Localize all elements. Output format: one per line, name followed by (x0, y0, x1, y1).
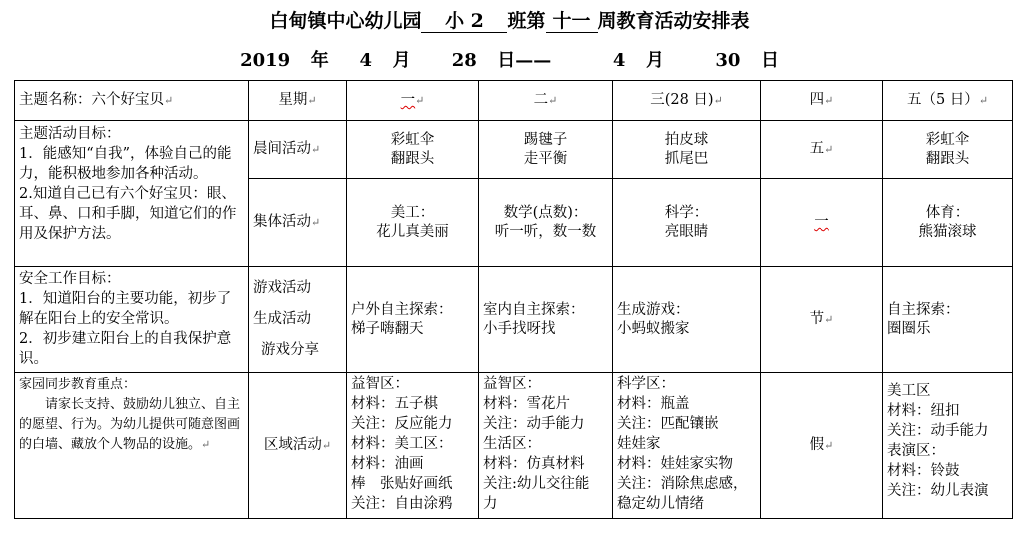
group-thu: 一 (761, 179, 883, 267)
group-tue: 数学(点数)： 听一听，数一数 (479, 179, 613, 267)
paragraph-mark-icon: ↵ (164, 94, 174, 107)
date-range (0, 46, 1019, 72)
theme-goals-cell (15, 121, 249, 267)
date-end-day: 30 (715, 50, 741, 71)
safety-goals-cell (15, 267, 249, 373)
title-mid: 班第 (507, 10, 546, 32)
play-wed: 生成游戏： 小蚂蚁搬家 (613, 267, 761, 373)
day-header-fri: 五（5 日）↵ (883, 81, 1013, 121)
morning-fri: 彩虹伞 翻跟头 (883, 121, 1013, 179)
safety-item-2: 2．初步建立阳台上的自我保护意识。 (19, 331, 232, 367)
paragraph-mark-icon: ↵ (824, 143, 834, 156)
day-header-wed: 三(28 日)↵ (613, 81, 761, 121)
paragraph-mark-icon: ↵ (548, 94, 558, 107)
date-day-char-2: 日 (760, 50, 779, 71)
area-tue: 益智区： 材料：雪花片 关注：动手能力 生活区： 材料：仿真材料 关注:幼儿交往能 力 (479, 373, 613, 519)
document-title (0, 6, 1019, 33)
paragraph-mark-icon: ↵ (713, 94, 723, 107)
paragraph-mark-icon: ↵ (311, 216, 321, 229)
goals-title: 主题活动目标： (19, 126, 121, 142)
paragraph-mark-icon: ↵ (311, 143, 321, 156)
date-month-char-2: 月 (645, 50, 664, 71)
date-year: 2019 (240, 50, 291, 71)
title-class-name: 小 2 (421, 10, 507, 33)
play-activity-label: 游戏活动 生成活动 游戏分享 (249, 267, 347, 373)
morning-thu: 五↵ (761, 121, 883, 179)
date-day-char-1: 日—— (497, 50, 552, 71)
group-activity-label: 集体活动↵ (249, 179, 347, 267)
paragraph-mark-icon: ↵ (321, 439, 332, 452)
area-thu: 假↵ (761, 373, 883, 519)
area-activity-row (15, 373, 1013, 519)
date-start-month: 4 (359, 50, 373, 71)
home-title: 家园同步教育重点： (19, 377, 137, 392)
play-activity-row (15, 267, 1013, 373)
play-mon: 户外自主探索： 梯子嗨翻天 (347, 267, 479, 373)
area-fri: 美工区 材料：纽扣 关注：动手能力 表演区： 材料：铃鼓 关注：幼儿表演 (883, 373, 1013, 519)
schedule-table (14, 80, 1013, 519)
title-week: 十一 (546, 10, 598, 33)
theme-name-cell: 主题名称：六个好宝贝↵ (15, 81, 249, 121)
play-fri: 自主探索： 圈圈乐 (883, 267, 1013, 373)
safety-item-1: 1．知道阳台的主要功能，初步了解在阳台上的安全常识。 (19, 291, 232, 327)
safety-title: 安全工作目标： (19, 271, 121, 287)
title-prefix: 白甸镇中心幼儿园 (269, 10, 422, 32)
date-start-day: 28 (451, 50, 477, 71)
date-end-month: 4 (612, 50, 626, 71)
day-header-thu: 四↵ (761, 81, 883, 121)
paragraph-mark-icon: ↵ (824, 313, 834, 326)
date-month-char-1: 月 (392, 50, 411, 71)
morning-wed: 拍皮球 抓尾巴 (613, 121, 761, 179)
morning-mon: 彩虹伞 翻跟头 (347, 121, 479, 179)
home-education-cell (15, 373, 249, 519)
group-mon: 美工： 花儿真美丽 (347, 179, 479, 267)
paragraph-mark-icon: ↵ (307, 94, 317, 107)
title-suffix: 周教育活动安排表 (597, 10, 750, 32)
goals-item-2: 2.知道自己已有六个好宝贝：眼、耳、鼻、口和手脚，知道它们的作用及保护方法。 (19, 186, 237, 242)
date-year-char: 年 (310, 50, 329, 71)
group-fri: 体育： 熊猫滚球 (883, 179, 1013, 267)
play-thu: 节↵ (761, 267, 883, 373)
goals-item-1: 1．能感知“自我”，体验自己的能力，能积极地参加各种活动。 (19, 146, 232, 182)
morning-tue: 踢毽子 走平衡 (479, 121, 613, 179)
morning-activity-row (15, 121, 1013, 179)
area-activity-label: 区域活动↵ (249, 373, 347, 519)
table-header-row (15, 81, 1013, 121)
weekday-label-cell: 星期↵ (249, 81, 347, 121)
paragraph-mark-icon: ↵ (824, 94, 834, 107)
group-wed: 科学： 亮眼睛 (613, 179, 761, 267)
play-tue: 室内自主探索： 小手找呀找 (479, 267, 613, 373)
day-header-mon: 一↵ (347, 81, 479, 121)
area-wed: 科学区： 材料：瓶盖 关注：匹配镶嵌 娃娃家 材料：娃娃家实物 关注：消除焦虑感， 稳定幼儿情绪 (613, 373, 761, 519)
paragraph-mark-icon: ↵ (978, 94, 989, 107)
paragraph-mark-icon: ↵ (201, 438, 211, 451)
paragraph-mark-icon: ↵ (824, 439, 834, 452)
morning-activity-label: 晨间活动↵ (249, 121, 347, 179)
home-body: 请家长支持、鼓励幼儿独立、自主的愿望、行为。为幼儿提供可随意图画的白墙、藏放个人物品的设施。↵ (19, 397, 241, 452)
paragraph-mark-icon: ↵ (415, 94, 425, 107)
day-header-tue: 二↵ (479, 81, 613, 121)
area-mon: 益智区： 材料：五子棋 关注：反应能力 材料：美工区： 材料：油画 棒 张贴好画纸 关注：自由涂鸦 (347, 373, 479, 519)
